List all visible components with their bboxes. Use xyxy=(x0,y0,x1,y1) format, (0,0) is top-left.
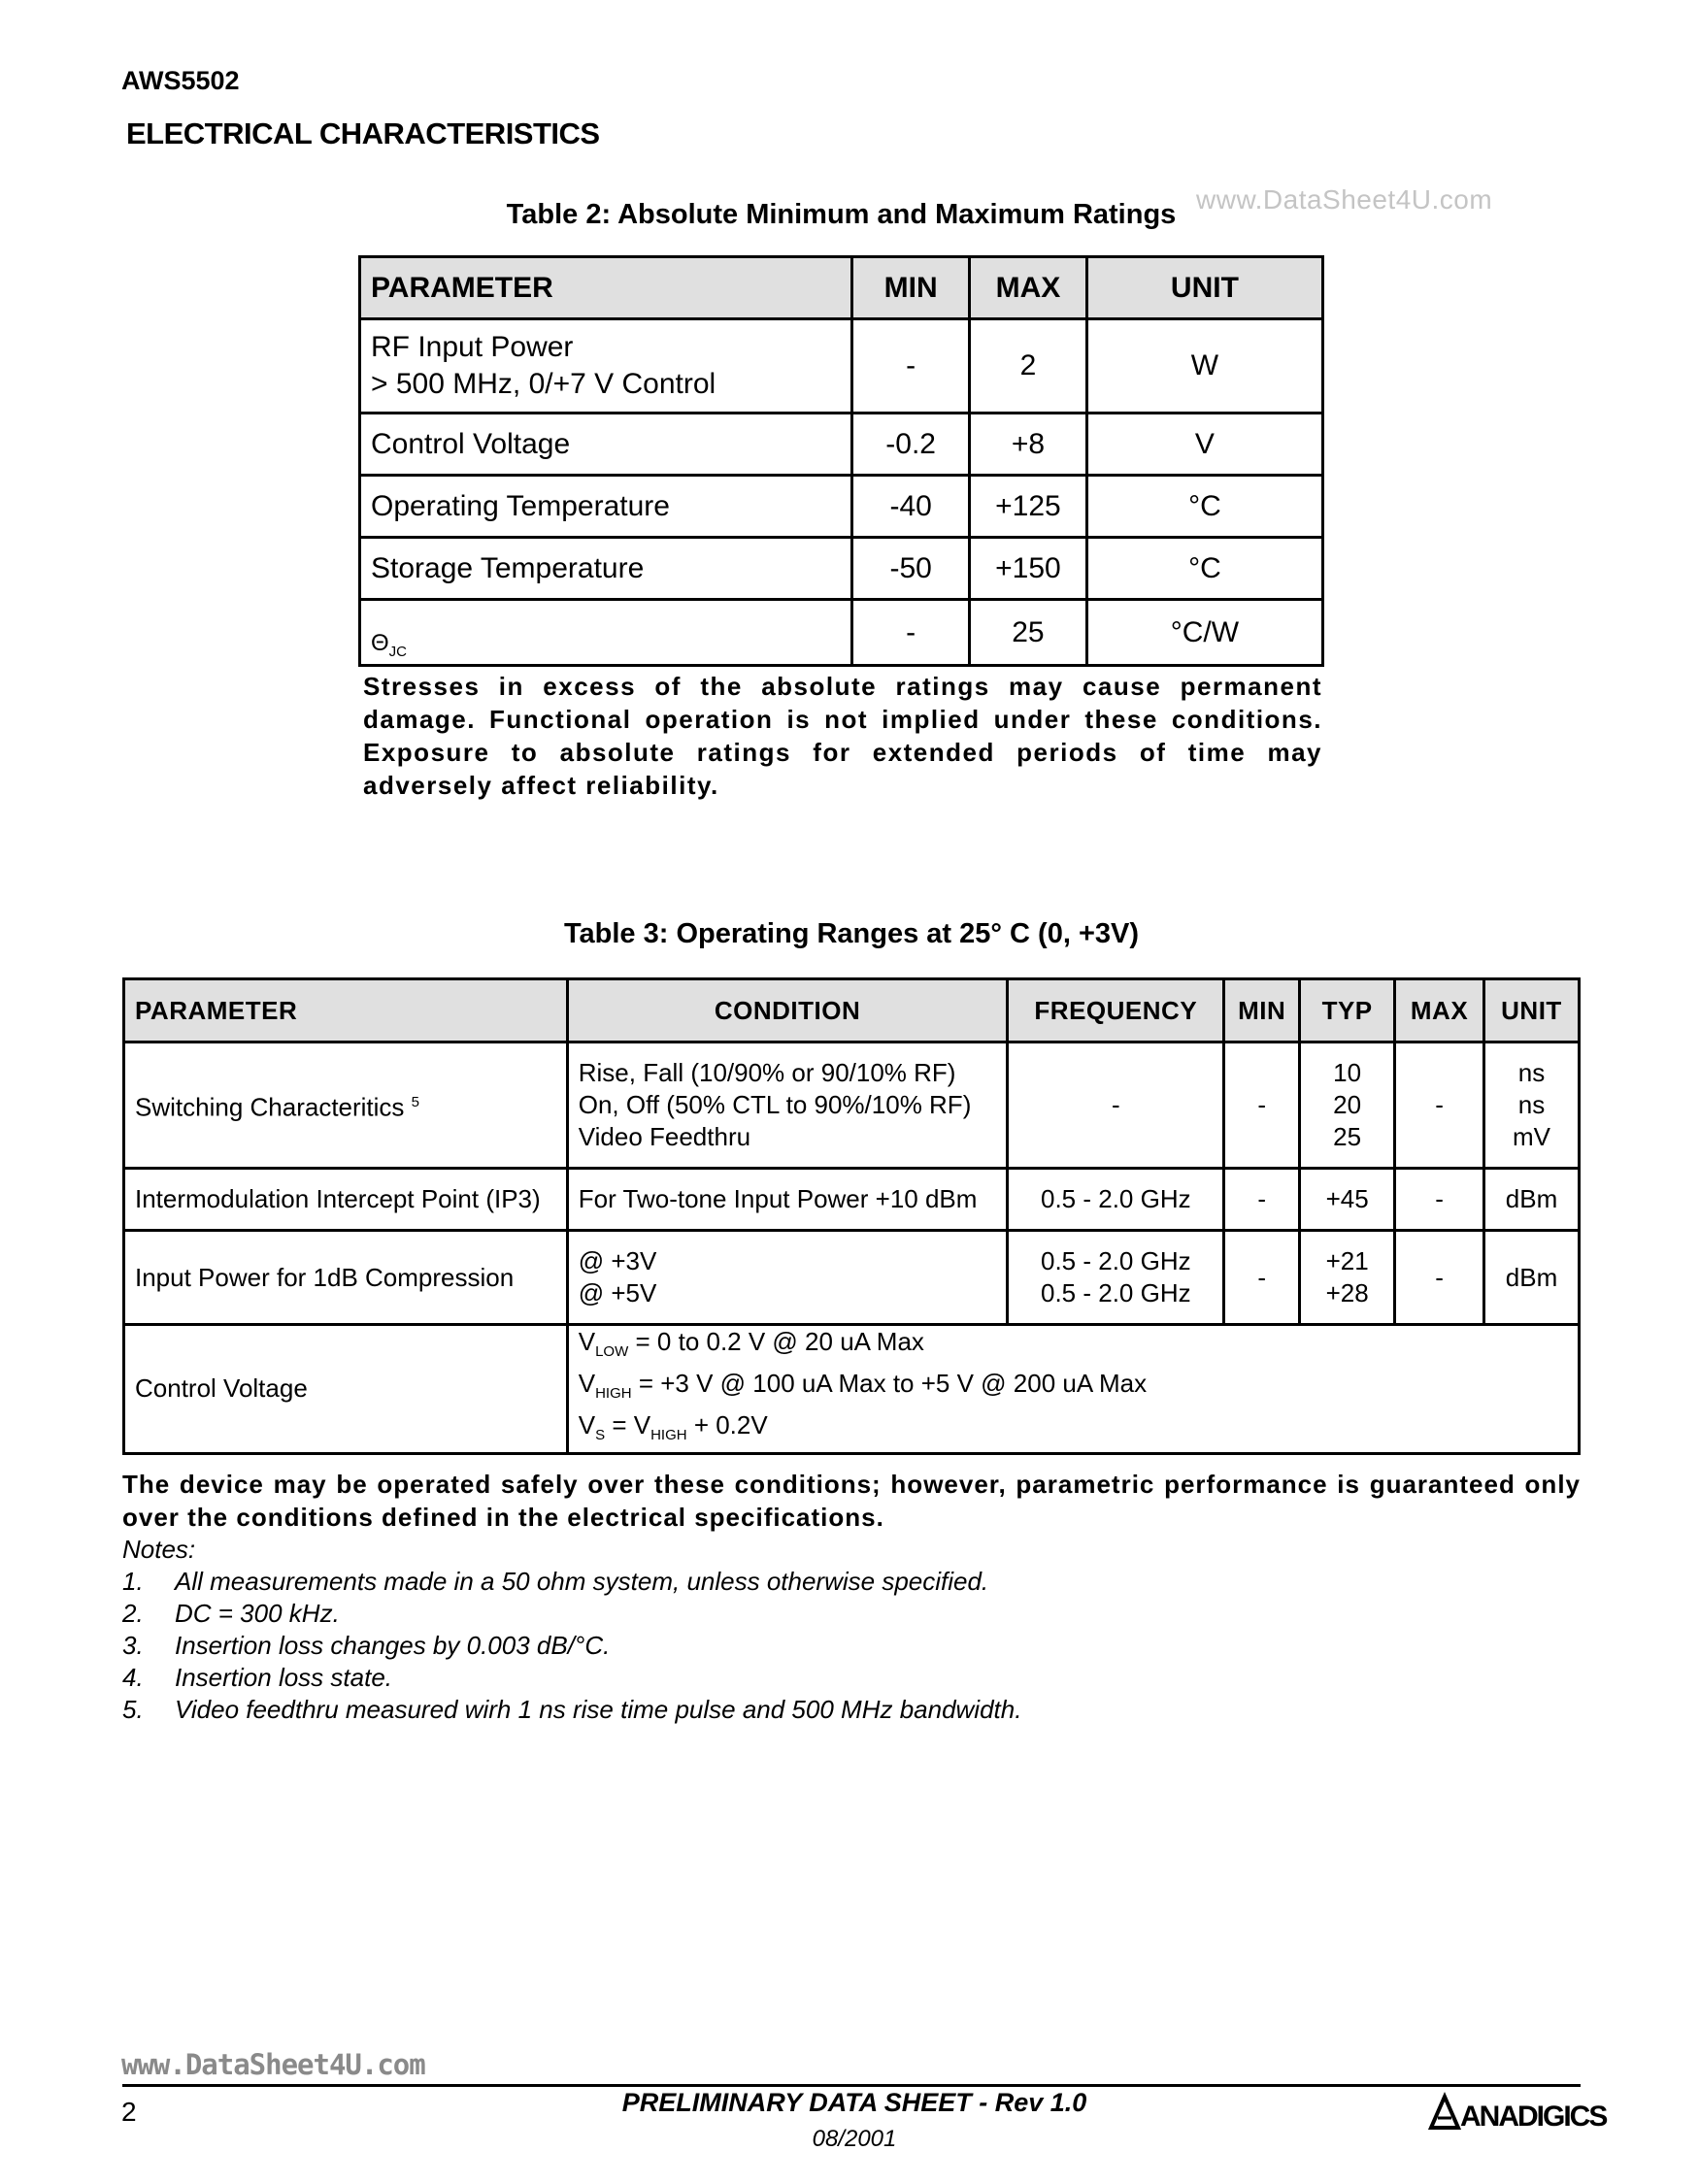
list-item xyxy=(122,1694,1021,1726)
note-text: Video feedthru measured wirh 1 ns rise time pulse and 500 MHz bandwidth. xyxy=(175,1695,1022,1724)
table2-unit: °C xyxy=(1086,538,1322,600)
table3-param: Input Power for 1dB Compression xyxy=(124,1231,568,1325)
table2-header-unit: UNIT xyxy=(1086,257,1322,319)
list-item xyxy=(122,1598,1021,1630)
anadigics-logo-icon xyxy=(1429,2095,1607,2133)
footer-doc-status: PRELIMINARY DATA SHEET - Rev 1.0 xyxy=(621,2088,1087,2117)
table3-header-typ: TYP xyxy=(1300,979,1395,1042)
watermark-bottom[interactable]: www.DataSheet4U.com xyxy=(121,2048,425,2081)
theta-subscript: JC xyxy=(388,644,408,660)
table2-header-min: MIN xyxy=(852,257,970,319)
table3-unit: dBm xyxy=(1484,1169,1580,1231)
table2-unit: °C xyxy=(1086,476,1322,538)
operating-ranges-table xyxy=(122,977,1581,1455)
table3-max: - xyxy=(1395,1231,1484,1325)
condition-line: @ +5V xyxy=(578,1278,657,1307)
table2-max: +125 xyxy=(970,476,1087,538)
table3-max: - xyxy=(1395,1169,1484,1231)
table-row xyxy=(360,538,1323,600)
table2-unit: °C/W xyxy=(1086,600,1322,666)
logo-text: ANADIGICS xyxy=(1460,2101,1607,2133)
table2-max: 25 xyxy=(970,600,1087,666)
table3-typ xyxy=(1300,1231,1395,1325)
table-row xyxy=(124,1325,1580,1454)
theta-symbol: Θ xyxy=(371,630,389,657)
typ-value: 10 xyxy=(1333,1058,1362,1087)
table3-param: Control Voltage xyxy=(124,1325,568,1454)
table-row xyxy=(360,600,1323,666)
table3-control-voltage-spec xyxy=(567,1325,1579,1454)
table3-max: - xyxy=(1395,1042,1484,1169)
table3-header-parameter: PARAMETER xyxy=(124,979,568,1042)
table3-header-unit: UNIT xyxy=(1484,979,1580,1042)
typ-value: 20 xyxy=(1333,1090,1362,1119)
table2-param: Control Voltage xyxy=(360,414,852,476)
note-text: DC = 300 kHz. xyxy=(175,1599,340,1628)
notes-title: Notes: xyxy=(122,1535,196,1564)
unit-value: ns xyxy=(1517,1058,1546,1087)
table3-min: - xyxy=(1224,1042,1300,1169)
table2-min: -40 xyxy=(852,476,970,538)
table2-param: Storage Temperature xyxy=(360,538,852,600)
note-text: Insertion loss changes by 0.003 dB/°C. xyxy=(175,1631,611,1660)
note-number: 5. xyxy=(122,1695,144,1724)
table3-header-frequency: FREQUENCY xyxy=(1008,979,1224,1042)
param-text: Switching Characteritics xyxy=(135,1092,405,1122)
table3-min: - xyxy=(1224,1231,1300,1325)
part-number: AWS5502 xyxy=(121,66,240,95)
table3-unit: dBm xyxy=(1484,1231,1580,1325)
vhigh-line xyxy=(579,1368,1568,1409)
footnote-ref: 5 xyxy=(411,1094,420,1111)
note-text: Insertion loss state. xyxy=(175,1663,392,1692)
table2-unit: W xyxy=(1086,319,1322,414)
note-number: 2. xyxy=(122,1599,144,1628)
table2-header-row xyxy=(360,257,1323,319)
table3-unit xyxy=(1484,1042,1580,1169)
note-text: All measurements made in a 50 ohm system, unless otherwise specified. xyxy=(175,1567,989,1596)
table3-condition: For Two-tone Input Power +10 dBm xyxy=(567,1169,1008,1231)
table2-param xyxy=(360,319,852,414)
typ-value: +21 xyxy=(1325,1246,1369,1275)
table-row xyxy=(124,1169,1580,1231)
table3-param xyxy=(124,1042,568,1169)
subscript-low: LOW xyxy=(595,1343,629,1361)
condition-line: @ +3V xyxy=(578,1246,657,1275)
note-number: 4. xyxy=(122,1663,144,1692)
table3-typ xyxy=(1300,1042,1395,1169)
notes-section xyxy=(122,1534,1021,1726)
table2-param xyxy=(360,600,852,666)
condition-line: Rise, Fall (10/90% or 90/10% RF) xyxy=(578,1058,956,1087)
table2-max: +8 xyxy=(970,414,1087,476)
note-number: 1. xyxy=(122,1567,144,1596)
vs-text: + 0.2V xyxy=(686,1410,768,1440)
table3-header-max: MAX xyxy=(1395,979,1484,1042)
condition-line: On, Off (50% CTL to 90%/10% RF) xyxy=(578,1090,972,1119)
section-title: ELECTRICAL CHARACTERISTICS xyxy=(126,116,600,150)
list-item xyxy=(122,1630,1021,1662)
frequency-line: 0.5 - 2.0 GHz xyxy=(1040,1246,1191,1275)
param-line: > 500 MHz, 0/+7 V Control xyxy=(371,368,716,400)
table3-caption: Table 3: Operating Ranges at 25° C (0, +3V) xyxy=(563,918,1140,949)
table3-header-min: MIN xyxy=(1224,979,1300,1042)
table3-note: The device may be operated safely over these conditions; however, parametric performance is guaranteed only over the conditions defined in the electrical specifications. xyxy=(122,1470,1581,1532)
table-row xyxy=(124,1231,1580,1325)
table3-frequency: 0.5 - 2.0 GHz xyxy=(1008,1169,1224,1231)
symbol-v: V xyxy=(578,1327,596,1356)
vlow-text: = 0 to 0.2 V @ 20 uA Max xyxy=(635,1327,924,1356)
table2-unit: V xyxy=(1086,414,1322,476)
table3-header-condition: CONDITION xyxy=(567,979,1008,1042)
watermark-top[interactable]: www.DataSheet4U.com xyxy=(1196,184,1493,215)
table3-min: - xyxy=(1224,1169,1300,1231)
param-line: RF Input Power xyxy=(371,331,574,363)
table2-header-parameter: PARAMETER xyxy=(360,257,852,319)
condition-line: Video Feedthru xyxy=(578,1122,751,1151)
footer-divider xyxy=(122,2084,1581,2087)
table3-param: Intermodulation Intercept Point (IP3) xyxy=(124,1169,568,1231)
symbol-v: V xyxy=(578,1369,596,1399)
table2-max: +150 xyxy=(970,538,1087,600)
absolute-ratings-table xyxy=(358,255,1324,667)
vhigh-text: = +3 V @ 100 uA Max to +5 V @ 200 uA Max xyxy=(638,1369,1148,1399)
table2-note: Stresses in excess of the absolute ratings may cause permanent damage. Functional operation is not implied under these conditions. Exposure to absolute ratings for extended periods of time may adversely affect reliability. xyxy=(363,672,1322,800)
footer-date: 08/2001 xyxy=(812,2126,897,2152)
symbol-v: V xyxy=(578,1410,596,1440)
subscript-high: HIGH xyxy=(595,1385,632,1403)
table-row xyxy=(360,414,1323,476)
page-number: 2 xyxy=(121,2097,137,2127)
unit-value: mV xyxy=(1513,1122,1550,1151)
table3-frequency: - xyxy=(1008,1042,1224,1169)
anadigics-logo xyxy=(1429,2095,1607,2133)
vs-equals: = V xyxy=(605,1410,651,1440)
vlow-line xyxy=(579,1326,1568,1368)
subscript-s: S xyxy=(595,1427,606,1444)
typ-value: +28 xyxy=(1325,1278,1369,1307)
table2-param: Operating Temperature xyxy=(360,476,852,538)
note-number: 3. xyxy=(122,1631,144,1660)
table2-max: 2 xyxy=(970,319,1087,414)
table3-header-row xyxy=(124,979,1580,1042)
table3-condition xyxy=(567,1231,1008,1325)
table2-min: - xyxy=(852,319,970,414)
table-row xyxy=(124,1042,1580,1169)
vs-line xyxy=(579,1409,1568,1451)
table3-frequency xyxy=(1008,1231,1224,1325)
table2-header-max: MAX xyxy=(970,257,1087,319)
table2-min: -0.2 xyxy=(852,414,970,476)
table3-condition xyxy=(567,1042,1008,1169)
table3-typ: +45 xyxy=(1300,1169,1395,1231)
subscript-high: HIGH xyxy=(650,1427,687,1444)
table2-min: - xyxy=(852,600,970,666)
frequency-line: 0.5 - 2.0 GHz xyxy=(1040,1278,1191,1307)
table-row xyxy=(360,319,1323,414)
unit-value: ns xyxy=(1517,1090,1546,1119)
table-row xyxy=(360,476,1323,538)
table2-caption: Table 2: Absolute Minimum and Maximum Ratings xyxy=(506,199,1177,230)
table2-min: -50 xyxy=(852,538,970,600)
list-item xyxy=(122,1566,1021,1598)
typ-value: 25 xyxy=(1333,1122,1362,1151)
list-item xyxy=(122,1662,1021,1694)
